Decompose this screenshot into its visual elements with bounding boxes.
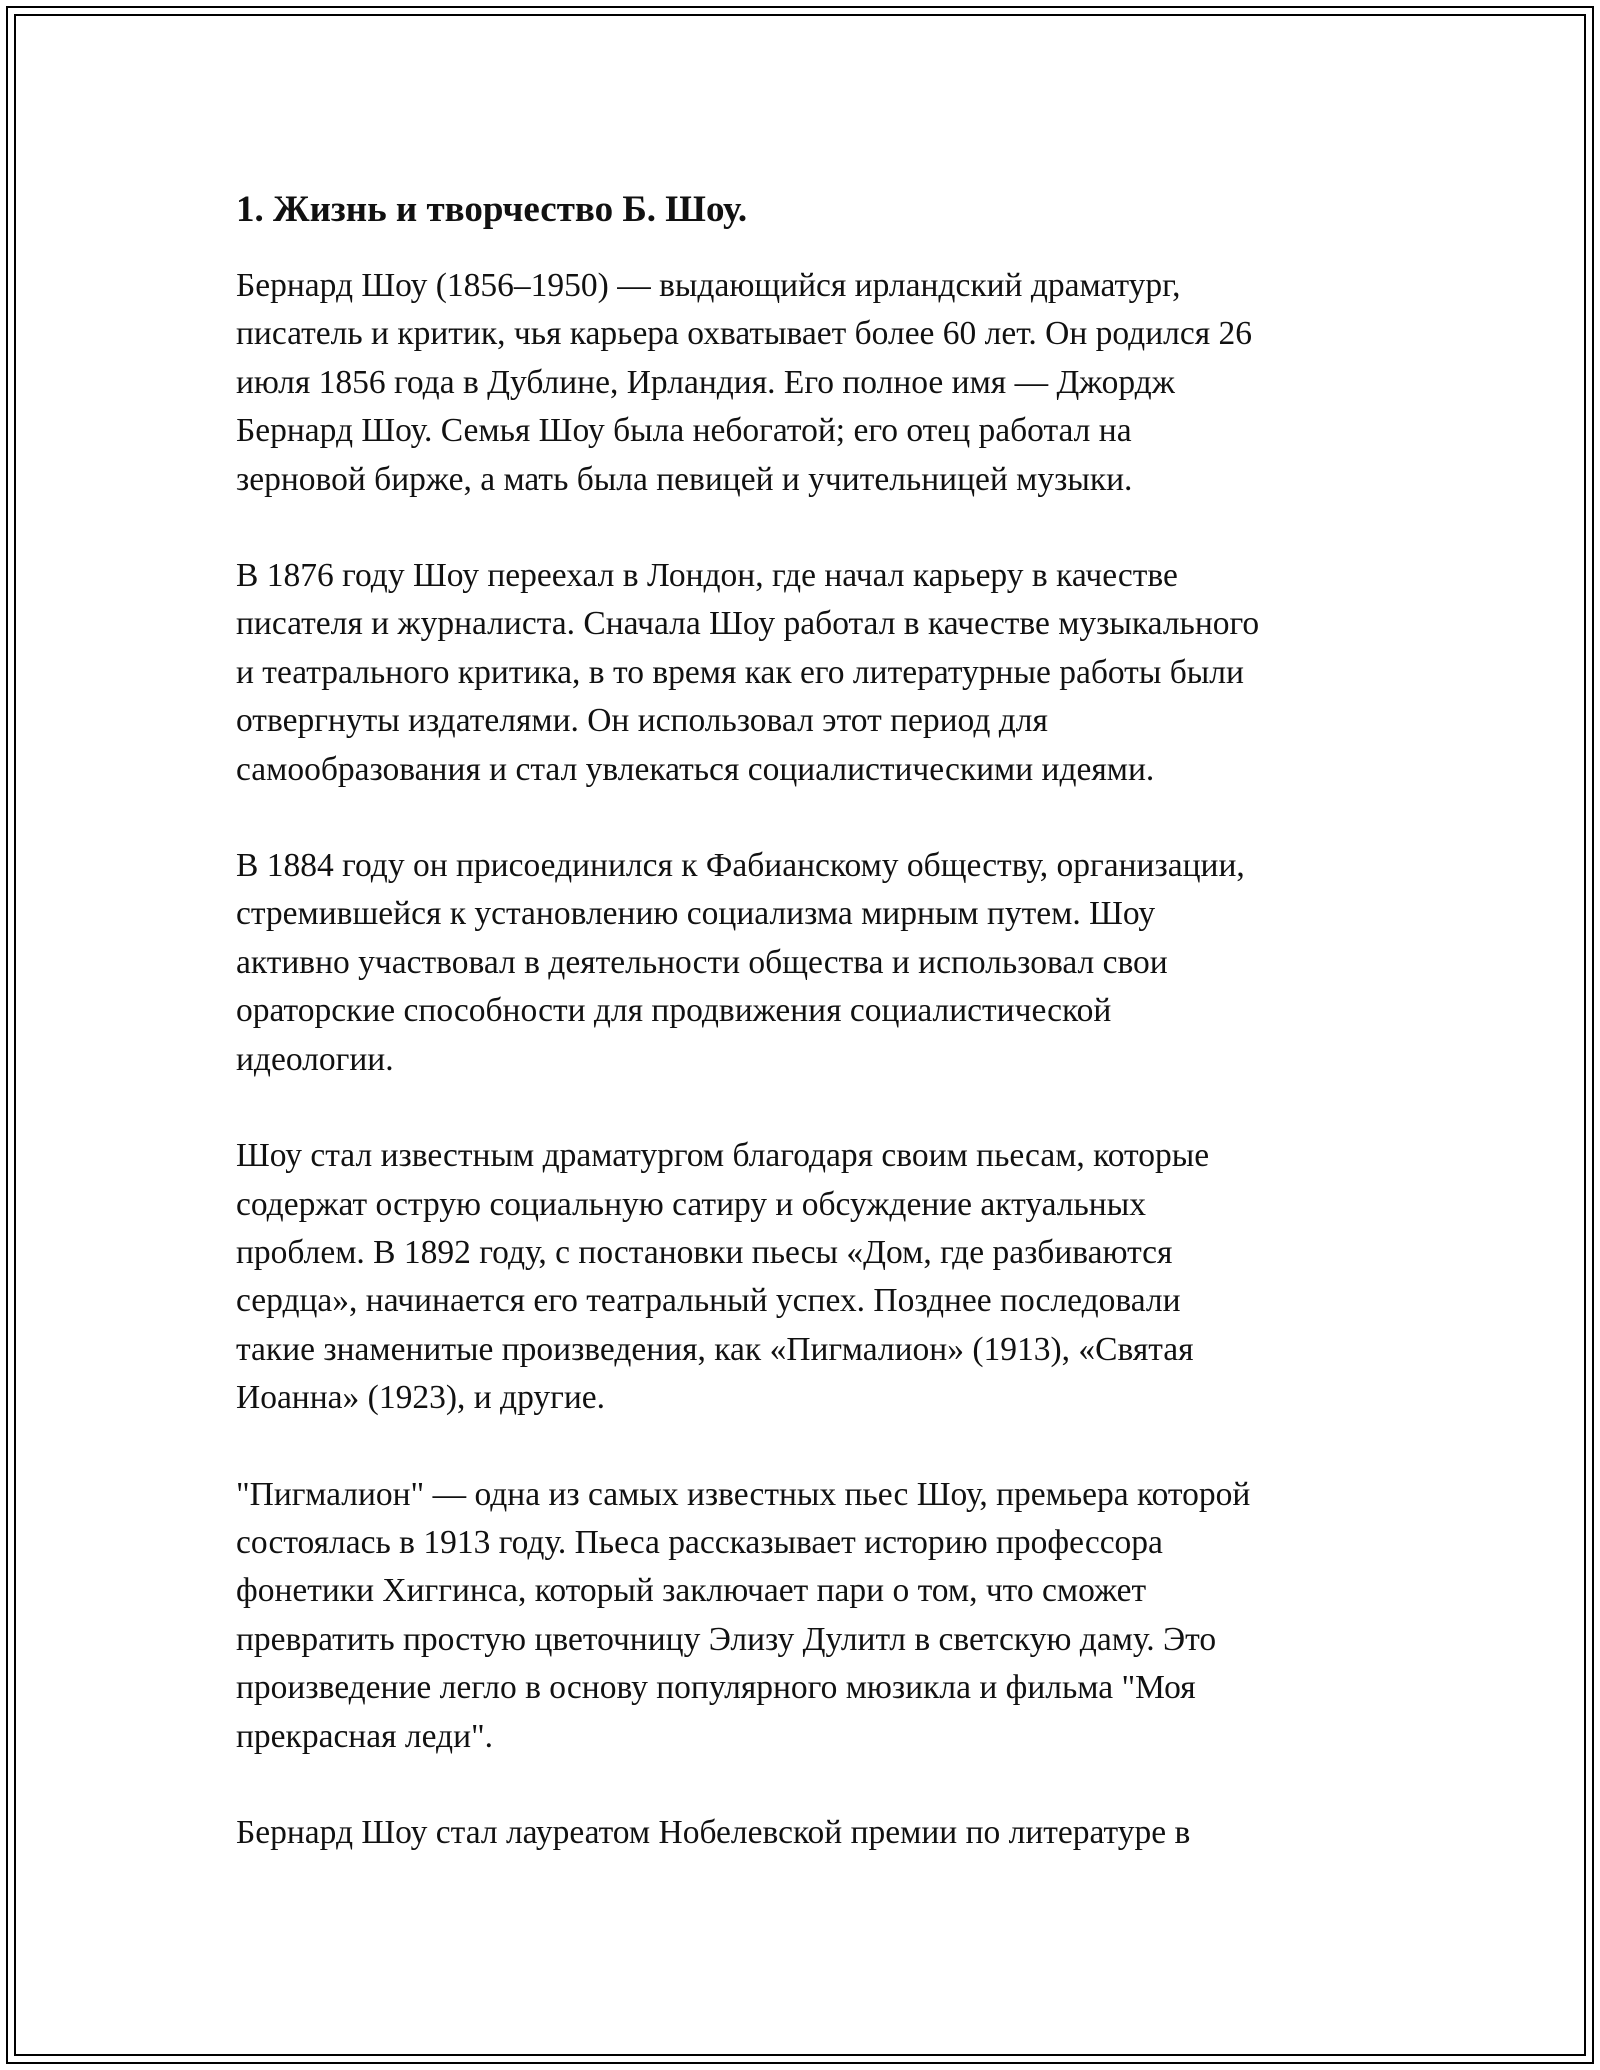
document-body (236, 188, 1366, 1905)
text-line: произведение легло в основу популярного мюзикла и фильма "Моя (236, 1669, 1196, 1707)
text-line: В 1884 году он присоединился к Фабианскому обществу, организации, (236, 847, 1245, 885)
text-line: отвергнуты издателями. Он использовал этот период для (236, 702, 1048, 740)
text-line: ораторские способности для продвижения социалистической (236, 992, 1112, 1030)
paragraph-early-life (236, 262, 1366, 504)
text-line: Бернард Шоу стал лауреатом Нобелевской премии по литературе в (236, 1813, 1191, 1851)
text-line: Шоу стал известным драматургом благодаря своим пьесам, которые (236, 1137, 1210, 1175)
paragraph-fabian-society (236, 842, 1366, 1084)
text-line: Бернард Шоу. Семья Шоу была небогатой; его отец работал на (236, 412, 1132, 450)
text-line: писателя и журналиста. Сначала Шоу работал в качестве музыкального (236, 605, 1260, 643)
text-line: идеологии. (236, 1040, 394, 1078)
text-line: превратить простую цветочницу Элизу Дулитл в светскую даму. Это (236, 1620, 1217, 1658)
paragraph-pygmalion (236, 1471, 1366, 1761)
text-line: активно участвовал в деятельности общества и использовал свои (236, 943, 1168, 981)
text-line: Иоанна» (1923), и другие. (236, 1379, 606, 1417)
text-line: состоялась в 1913 году. Пьеса рассказывает историю профессора (236, 1523, 1163, 1561)
paragraph-london (236, 552, 1366, 794)
section-heading: 1. Жизнь и творчество Б. Шоу. (236, 189, 748, 230)
text-line: содержат острую социальную сатиру и обсуждение актуальных (236, 1185, 1146, 1223)
text-line: проблем. В 1892 году, с постановки пьесы «Дом, где разбиваются (236, 1233, 1173, 1271)
text-line: В 1876 году Шоу переехал в Лондон, где начал карьеру в качестве (236, 557, 1178, 595)
paragraph-dramatist (236, 1132, 1366, 1422)
text-line: стремившейся к установлению социализма мирным путем. Шоу (236, 895, 1156, 933)
text-line: "Пигмалион" — одна из самых известных пьес Шоу, премьера которой (236, 1475, 1251, 1513)
text-line: прекрасная леди". (236, 1717, 494, 1755)
text-line: и театрального критика, в то время как его литературные работы были (236, 653, 1244, 691)
text-line: писатель и критик, чья карьера охватывает более 60 лет. Он родился 26 (236, 315, 1253, 353)
text-line: самообразования и стал увлекаться социалистическими идеями. (236, 750, 1155, 788)
text-line: сердца», начинается его театральный успех. Позднее последовали (236, 1282, 1181, 1320)
paragraph-nobel-prize (236, 1809, 1366, 1857)
text-line: Бернард Шоу (1856–1950) — выдающийся ирландский драматург, (236, 267, 1181, 304)
text-line: такие знаменитые произведения, как «Пигмалион» (1913), «Святая (236, 1330, 1194, 1368)
text-line: фонетики Хиггинса, который заключает пари о том, что сможет (236, 1572, 1147, 1610)
text-line: июля 1856 года в Дублине, Ирландия. Его полное имя — Джордж (236, 363, 1175, 401)
text-line: зерновой бирже, а мать была певицей и учительницей музыки. (236, 460, 1133, 498)
